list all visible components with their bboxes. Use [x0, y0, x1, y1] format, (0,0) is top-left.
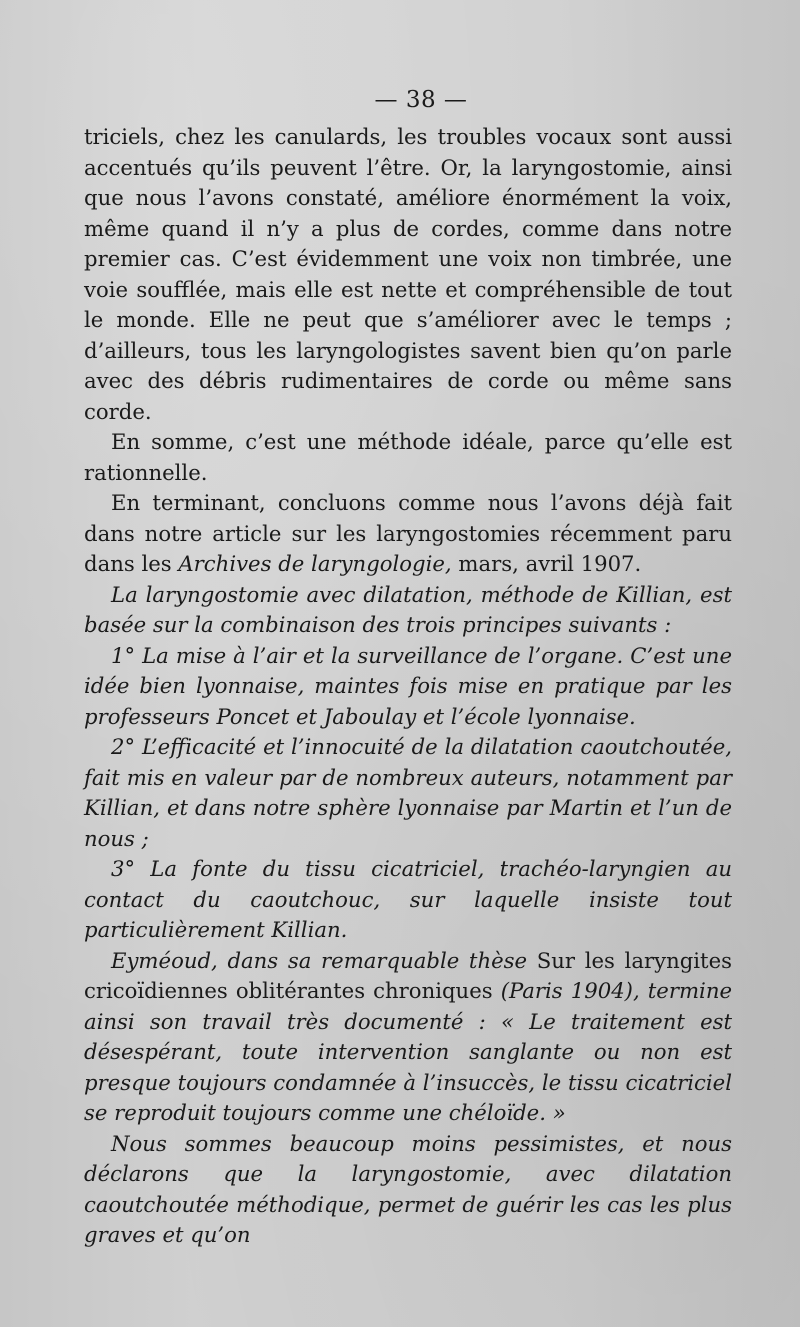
- principle-1: 1° La mise à l’air et la surveillance de l’organe. C’est une idée bien lyonnaise, maintes fois mise en pratique par les professeurs Poncet et Jaboulay et l’école lyonnaise.: [84, 642, 732, 729]
- paragraph-4: La laryngostomie avec dilatation, méthode de Killian, est basée sur la combinaison des trois principes suivants :: [84, 581, 732, 637]
- paragraph-8: [84, 946, 732, 1129]
- paragraph-9: Nous sommes beaucoup moins pessimistes, et nous déclarons que la laryngostomie, avec dilatation caoutchoutée méthodique, permet de guérir les cas les plus graves et qu’on: [84, 1130, 732, 1247]
- eymeoud-intro: Eyméoud, dans sa remarquable thèse: [111, 947, 528, 973]
- paragraph-3-date: mars, avril 1907.: [451, 551, 642, 576]
- thesis-title: Sur les laryngites cricoïdiennes oblitérantes chroniques: [84, 947, 732, 1003]
- principle-3: 3° La fonte du tissu cicatriciel, trachéo-laryngien au contact du caoutchouc, sur laquelle insiste tout particulièrement Killian.: [84, 856, 732, 942]
- paragraph-2: En somme, c’est une méthode idéale, parce qu’elle est rationnelle.: [84, 429, 732, 485]
- eymeoud-quote: (Paris 1904), termine ainsi son travail très documenté : « Le traitement est désespérant, toute intervention sanglante ou non est presque toujours condamnée à l’insuccès, le tissu cicatriciel se reproduit toujours comme une chéloïde. »: [84, 978, 732, 1125]
- body-text: [84, 122, 732, 1251]
- paragraph-1: triciels, chez les canulards, les troubles vocaux sont aussi accentués qu’ils peuvent l’être. Or, la laryngostomie, ainsi que nous l’avons constaté, améliore énormément la voix, même quand il n’y a plus de cordes, comme dans notre premier cas. C’est évidemment une voix non timbrée, une voie soufflée, mais elle est nette et compréhensible de tout le monde. Elle ne peut que s’améliorer avec le temps ; d’ailleurs, tous les laryngologistes savent bien qu’on parle avec des débris rudimentaires de corde ou même sans corde.: [84, 124, 732, 424]
- paragraph-3-text: En terminant, concluons comme nous l’avons déjà fait dans notre article sur les laryngostomies récemment paru dans les: [84, 490, 732, 576]
- principle-2: 2° L’efficacité et l’innocuité de la dilatation caoutchoutée, fait mis en valeur par de nombreux auteurs, notamment par Killian, et dans notre sphère lyonnaise par Martin et l’un de nous ;: [84, 734, 732, 851]
- paragraph-3: [84, 488, 732, 580]
- journal-title: Archives de laryngologie,: [178, 551, 452, 576]
- page-number: — 38 —: [374, 87, 468, 113]
